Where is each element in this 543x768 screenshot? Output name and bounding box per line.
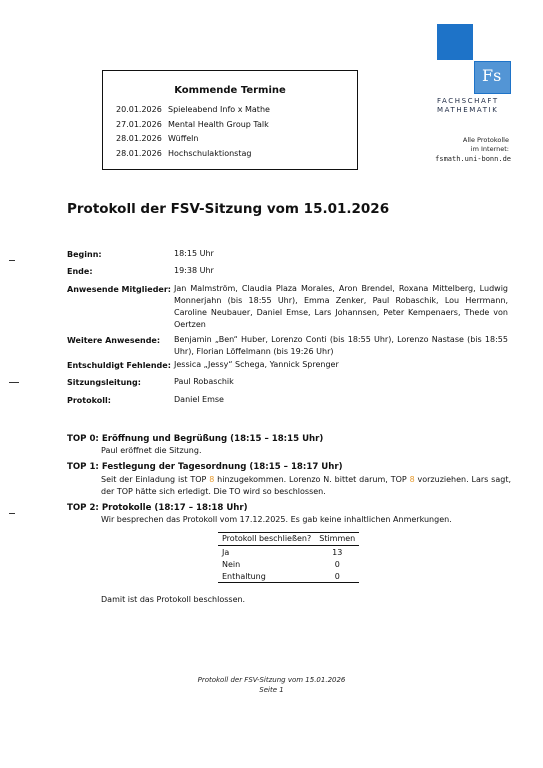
vote-count: 0	[334, 559, 340, 569]
minutes-label: Protokoll:	[67, 396, 111, 405]
end-label: Ende:	[67, 267, 93, 276]
logo-line-1: FACHSCHAFT	[437, 97, 499, 105]
events-heading: Kommende Termine	[174, 85, 286, 96]
excused-label: Entschuldigt Fehlende:	[67, 361, 171, 370]
vote-option: Ja	[222, 547, 230, 557]
upcoming-events-box	[102, 70, 358, 170]
logo-line-2: MATHEMATIK	[437, 106, 499, 114]
punch-mark	[9, 260, 15, 261]
vote-table	[218, 532, 359, 583]
page-title: Protokoll der FSV-Sitzung vom 15.01.2026	[67, 201, 390, 217]
chair-label: Sitzungsleitung:	[67, 378, 141, 387]
vote-header-row	[218, 533, 359, 546]
top1-text-b: hinzugekommen. Lorenzo N. bittet darum, TOP	[214, 475, 410, 484]
page-number: Seite 1	[259, 686, 284, 694]
event-name: Spieleabend Info x Mathe	[168, 105, 270, 114]
top2-closing: Damit ist das Protokoll beschlossen.	[101, 595, 246, 604]
event-row	[116, 105, 270, 114]
top-reference-link[interactable]: 8	[209, 475, 215, 484]
fold-mark	[9, 382, 19, 383]
begin-label: Beginn:	[67, 250, 102, 259]
table-row	[218, 570, 359, 583]
event-date: 28.01.2026	[116, 134, 162, 143]
vote-option: Enthaltung	[218, 570, 315, 583]
event-name: Wüffeln	[168, 134, 199, 143]
website-link[interactable]: fsmath.uni-bonn.de	[435, 155, 511, 163]
top1-text-c: vorzuziehen. Lars sagt, der TOP hätte sich erledigt. Die TO wird so beschlossen.	[101, 475, 511, 496]
excused-value: Jessica „Jessy“ Schega, Yannick Sprenger	[174, 360, 339, 369]
end-value: 19:38 Uhr	[174, 266, 214, 275]
footer-title: Protokoll der FSV-Sitzung vom 15.01.2026	[197, 676, 346, 684]
protocols-note-line-1: Alle Protokolle	[462, 136, 509, 144]
others-value: Benjamin „Ben“ Huber, Lorenzo Conti (bis 18:55 Uhr), Lorenzo Nastase (bis 18:55 Uhr), Florian Löffelmann (bis 19:26 Uhr)	[174, 335, 508, 356]
top1-text-a: Seit der Einladung ist TOP	[101, 475, 210, 484]
members-label: Anwesende Mitglieder:	[67, 285, 171, 294]
top-reference-link[interactable]: 8	[409, 475, 415, 484]
event-date: 27.01.2026	[116, 120, 162, 129]
punch-mark	[9, 513, 15, 514]
event-row	[116, 134, 198, 143]
protocols-note	[463, 136, 509, 154]
event-name: Hochschulaktionstag	[168, 149, 252, 158]
chair-value: Paul Robaschik	[174, 377, 234, 386]
protocols-note-line-2: im Internet:	[470, 145, 509, 153]
top2-heading: TOP 2: Protokolle (18:17 – 18:18 Uhr)	[67, 503, 248, 513]
top2-body: Wir besprechen das Protokoll vom 17.12.2025. Es gab keine inhaltlichen Anmerkungen.	[101, 515, 452, 524]
top1-body	[101, 474, 511, 498]
top1-heading: TOP 1: Festlegung der Tagesordnung (18:15 – 18:17 Uhr)	[67, 462, 343, 472]
vote-count: 0	[315, 570, 359, 583]
event-date: 20.01.2026	[116, 105, 162, 114]
minutes-value: Daniel Emse	[174, 395, 224, 404]
begin-value: 18:15 Uhr	[174, 249, 214, 258]
logo-letters: Fs	[482, 66, 502, 85]
event-row	[116, 149, 251, 158]
top0-heading: TOP 0: Eröffnung und Begrüßung (18:15 – 18:15 Uhr)	[67, 434, 324, 444]
members-value: Jan Malmström, Claudia Plaza Morales, Aron Brendel, Roxana Mittelberg, Ludwig Monnerjahn (bis 18:55 Uhr), Emma Zenker, Paul Robaschik, Lou Herrmann, Caroline Neubauer, Daniel Emse, Lars Johannsen, Peter Kempenaers, Thede von Oertzen	[174, 284, 508, 329]
vote-option: Nein	[222, 559, 241, 569]
vote-header-count: Stimmen	[315, 533, 359, 546]
event-row	[116, 120, 269, 129]
vote-count: 13	[332, 547, 343, 557]
event-name: Mental Health Group Talk	[168, 120, 269, 129]
event-date: 28.01.2026	[116, 149, 162, 158]
others-label: Weitere Anwesende:	[67, 336, 161, 345]
top0-body: Paul eröffnet die Sitzung.	[101, 446, 202, 455]
vote-header-question: Protokoll beschließen?	[218, 533, 315, 546]
table-row	[218, 558, 359, 570]
table-row	[218, 546, 359, 559]
